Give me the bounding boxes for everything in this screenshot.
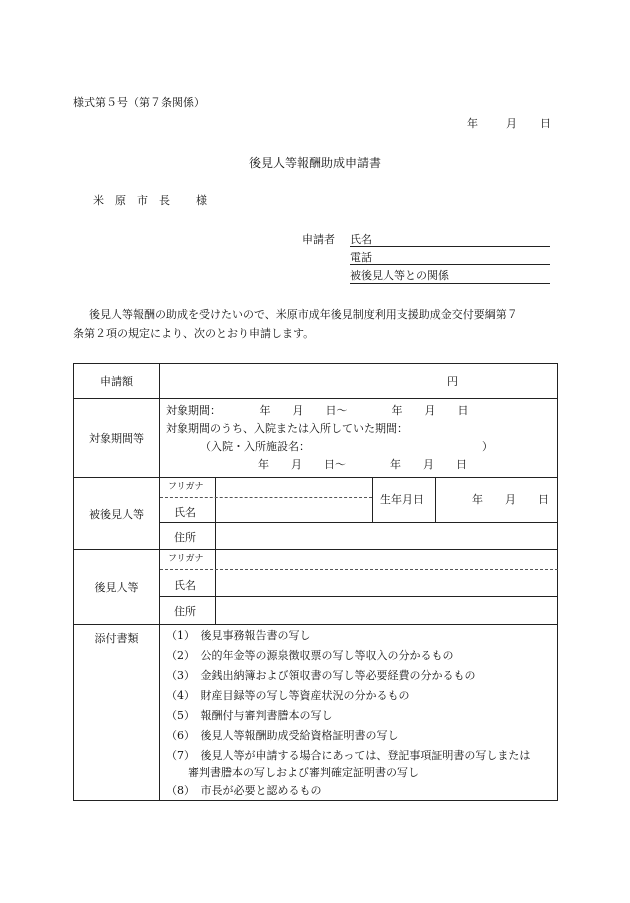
attachment-item-2: （2） 公的年金等の源泉徴収票の写し等収入の分かるもの <box>166 649 454 662</box>
attachment-item-5: （5） 報酬付与審判書謄本の写し <box>166 709 333 722</box>
ward-furigana-divider <box>160 497 372 498</box>
applicant-label: 申請者 <box>302 233 335 246</box>
period-line-3-close: ） <box>482 440 493 453</box>
ward-address-label: 住所 <box>174 531 196 544</box>
applicant-phone-label: 電話 <box>350 251 372 264</box>
attachment-item-4: （4） 財産目録等の写し等資産状況の分かるもの <box>166 689 410 702</box>
ward-birth-label: 生年月日 <box>380 493 424 506</box>
ward-row <box>74 478 558 550</box>
ward-label-divider <box>215 478 216 550</box>
document-title: 後見人等報酬助成申請書 <box>249 156 382 170</box>
attachment-item-1: （1） 後見事務報告書の写し <box>166 629 311 642</box>
period-line-3-facility: （入院・入所施設名： <box>200 440 310 453</box>
attachment-item-7: （7） 後見人等が申請する場合にあっては、登記事項証明書の写しまたは <box>166 749 531 762</box>
attachment-item-8: （8） 市長が必要と認めるもの <box>166 784 322 797</box>
date-day-label: 日 <box>540 117 551 130</box>
guardian-furigana-divider <box>160 569 558 570</box>
ward-birth-divider-right <box>435 478 436 522</box>
guardian-row <box>74 550 558 625</box>
applicant-phone-line <box>350 264 550 265</box>
guardian-address-divider <box>160 596 558 597</box>
period-line-4: 年 月 日～ 年 月 日 <box>258 458 467 471</box>
ward-label: 被後見人等 <box>74 478 160 550</box>
guardian-cell <box>160 550 558 625</box>
attachments-label-cell <box>74 625 160 801</box>
guardian-label: 後見人等 <box>74 550 160 625</box>
period-label: 対象期間等 <box>74 399 160 478</box>
attachment-item-6: （6） 後見人等報酬助成受給資格証明書の写し <box>166 729 399 742</box>
date-year-label: 年 <box>467 117 478 130</box>
ward-birth-value: 年 月 日 <box>472 493 549 506</box>
form-number: 様式第５号（第７条関係） <box>73 96 205 109</box>
amount-cell[interactable] <box>160 364 558 399</box>
addressee-honorific: 様 <box>196 194 207 207</box>
ward-name-input[interactable] <box>373 498 434 521</box>
addressee-name: 米 原 市 長 <box>93 194 170 207</box>
guardian-label-divider <box>215 550 216 625</box>
intro-line-2: 条第２項の規定により、次のとおり申請します。 <box>73 327 315 340</box>
intro-line-1: 後見人等報酬の助成を受けたいので、米原市成年後見制度利用支援助成金交付要綱第７ <box>89 308 518 321</box>
ward-name-label: 氏名 <box>174 506 196 519</box>
attachment-item-7-cont: 審判書謄本の写しおよび審判確定証明書の写し <box>188 766 419 779</box>
ward-cell <box>160 478 558 550</box>
period-cell <box>160 399 558 478</box>
attachments-cell <box>160 625 558 801</box>
amount-unit: 円 <box>447 375 458 388</box>
attachments-label: 添付書類 <box>94 632 139 645</box>
applicant-name-line <box>350 246 550 247</box>
applicant-relation-line <box>350 283 550 284</box>
period-line-1: 対象期間： 年 月 日～ 年 月 日 <box>166 404 469 417</box>
period-row <box>74 399 558 478</box>
date-month-label: 月 <box>506 117 517 130</box>
ward-address-divider <box>160 522 558 523</box>
applicant-relation-label: 被後見人等との関係 <box>350 269 449 282</box>
applicant-name-label: 氏名 <box>350 233 372 246</box>
ward-furigana-label: フリガナ <box>168 482 204 492</box>
amount-row <box>74 364 558 399</box>
period-line-2: 対象期間のうち、入院または入所していた期間： <box>166 422 408 435</box>
guardian-name-label: 氏名 <box>174 579 196 592</box>
amount-label: 申請額 <box>74 364 160 399</box>
attachments-row <box>74 625 558 801</box>
application-table <box>73 363 558 801</box>
guardian-address-label: 住所 <box>174 605 196 618</box>
guardian-furigana-label: フリガナ <box>168 554 204 564</box>
attachment-item-3: （3） 金銭出納簿および領収書の写し等必要経費の分かるもの <box>166 669 476 682</box>
